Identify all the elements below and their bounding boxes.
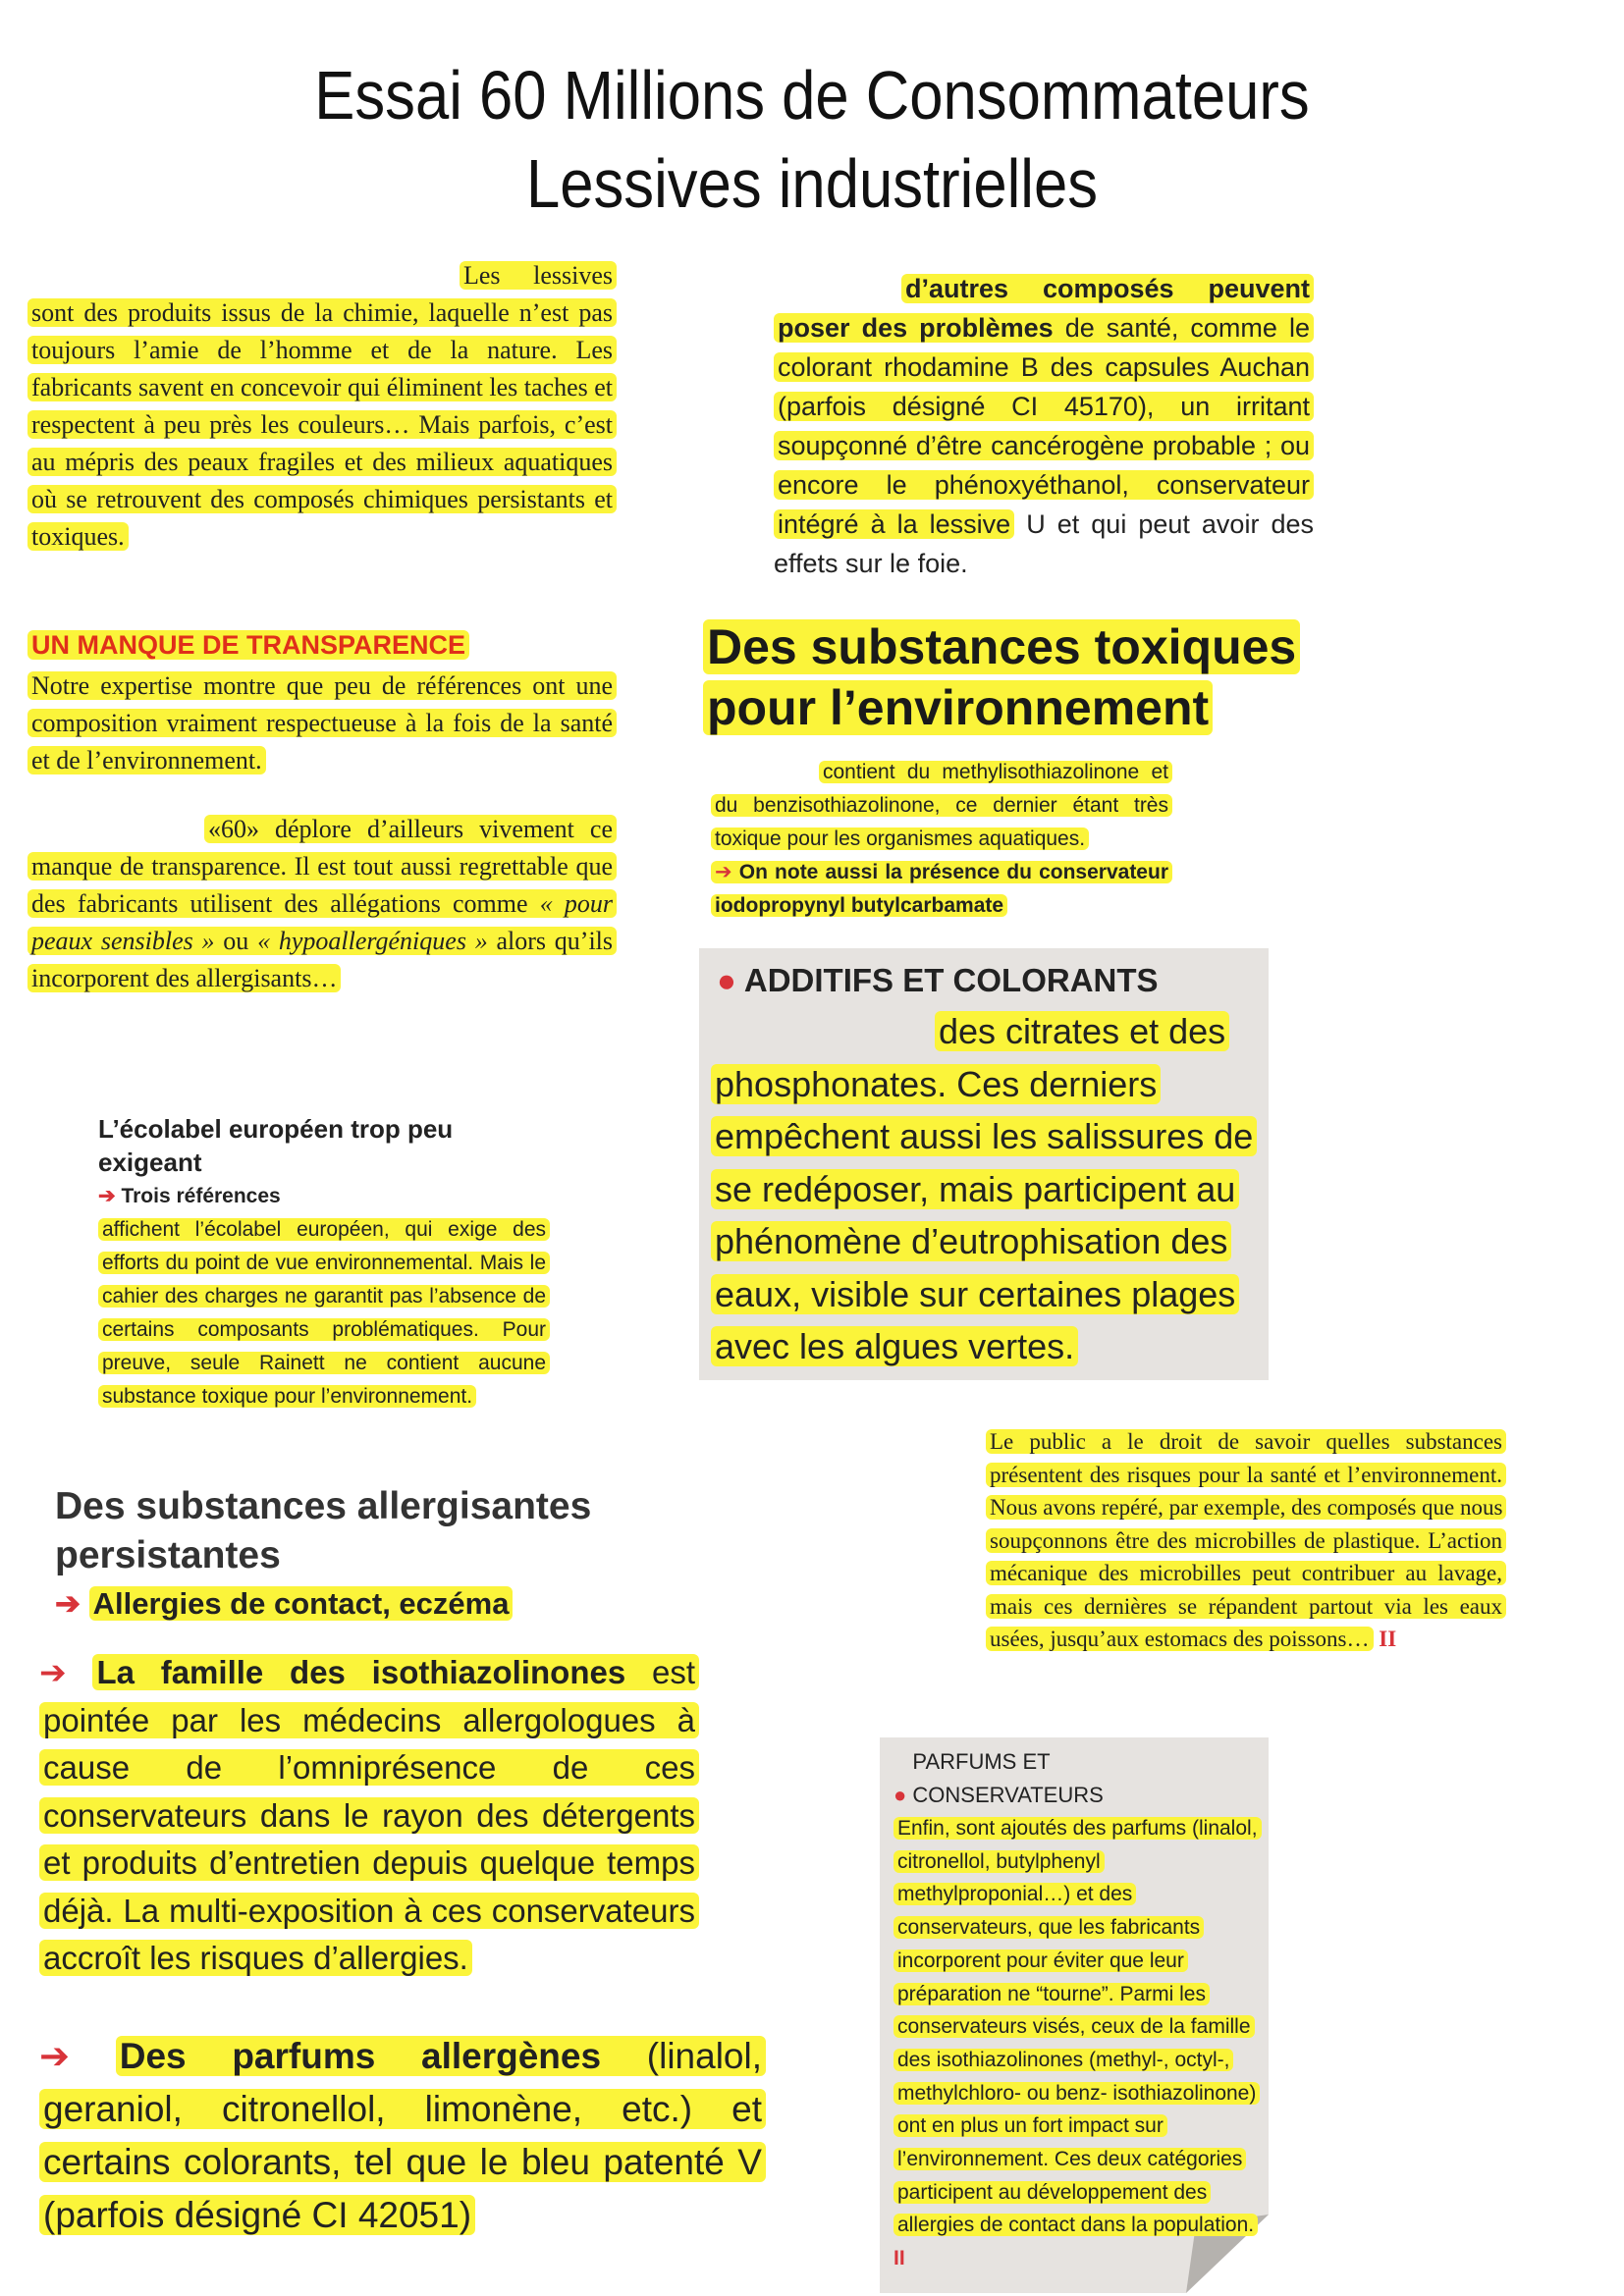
deplore-paragraph <box>27 811 617 997</box>
section-heading-transparence: UN MANQUE DE TRANSPARENCE <box>27 630 469 661</box>
toxic-title: Des substances toxiques pour l’environnement <box>703 616 1390 738</box>
ecolabel-subtitle: ➔ Trois références <box>98 1185 281 1207</box>
iso-body: est pointée par les médecins allergologues à cause de l’omniprésence de ces conservateurs dans le rayon des détergents et produits d’entretien depuis quelque temps déjà. La multi-exposition à ces conservateurs accroît les risques d’allergies. <box>43 1654 695 1976</box>
deplore-start: «60» déplore d’ailleurs vivement ce manque de transparence. Il est tout aussi regrettable que des fabricants utilisent des allégations comme <box>31 815 613 918</box>
bullet-icon: ● <box>717 962 736 998</box>
allergisantes-title: Des substances allergisantes persistantes <box>55 1485 592 1576</box>
ecolabel-title: L’écolabel européen trop peu exigeant <box>98 1114 454 1177</box>
arrow-icon: ➔ <box>55 1586 81 1621</box>
arrow-icon: ➔ <box>39 2036 71 2076</box>
deplore-mid: ou <box>214 927 258 955</box>
deplore-end: alors qu’ils incorporent des allergisants… <box>31 927 614 992</box>
title-line-2: Lessives industrielles <box>525 145 1099 222</box>
iso-lead: La famille des isothiazolinones <box>96 1654 626 1690</box>
autres-body: de santé, comme le colorant rhodamine B des capsules Auchan (parfois désigné CI 45170), un irritant soupçonné d’être cancérogène probable ; ou encore le phénoxyéthanol, conservateur intégré à la lessive <box>778 313 1310 539</box>
isothiazolinones-paragraph <box>39 1649 699 1983</box>
toxic-body: contient du methylisothiazolinone et du benzisothiazolinone, ce dernier étant très toxique pour les organismes aquatiques. ➔ On note aussi la présence du conservateur iodopropynyl butylcarbamate <box>711 756 1172 923</box>
autres-tail: U et qui peut avoir des effets sur le foie. <box>774 509 1314 578</box>
public-paragraph: Le public a le droit de savoir quelles substances présentent des risques pour la santé et l’environnement. Nous avons repéré, par exemple, des composés que nous soupçonnons être des microbilles de plastique. L’action mécanique des microbilles peut contribuer au lavage, mais ces dernières se répandent partout via les eaux usées, jusqu’aux estomacs des poissons… II <box>986 1425 1506 1656</box>
parfums-paragraph <box>39 2030 766 2242</box>
additifs-title: ● ADDITIFS ET COLORANTS <box>717 962 1159 998</box>
expertise-text: Notre expertise montre que peu de références ont une composition vraiment respectueuse à la fois de la santé et de l’environnement. <box>27 671 617 774</box>
parfums-body: (linalol, geraniol, citronellol, limonène, etc.) et certains colorants, tel que le bleu patenté V (parfois désigné CI 42051) <box>43 2036 762 2235</box>
autres-lead: d’autres composés peuvent poser des problèmes <box>778 274 1310 343</box>
deplore-quote-1: « pour peaux sensibles » <box>31 889 613 955</box>
page-title <box>97 51 1527 228</box>
title-line-1: Essai 60 Millions de Consommateurs <box>314 57 1310 133</box>
bullet-icon: ● <box>893 1783 907 1807</box>
end-mark: II <box>893 2247 905 2270</box>
arrow-icon: ➔ <box>39 1654 67 1690</box>
end-mark: II <box>1379 1627 1397 1651</box>
autres-composes-paragraph <box>774 269 1314 583</box>
ecolabel-body: affichent l’écolabel européen, qui exige des efforts du point de vue environnemental. Mais le cahier des charges ne garantit pas l’absence de certains composants problématiques. Pour preuve, seule Rainett ne contient aucune substance toxique pour l’environnement. <box>98 1213 550 1414</box>
arrow-icon: ➔ <box>98 1185 116 1207</box>
additifs-body: des citrates et des phosphonates. Ces derniers empêchent aussi les salissures de se redéposer, mais participent au phénomène d’eutrophisation des eaux, visible sur certaines plages avec les algues vertes. <box>711 1005 1261 1373</box>
intro-paragraph <box>27 257 617 556</box>
allergisantes-subtitle: ➔ Allergies de contact, eczéma <box>55 1586 513 1622</box>
expertise-paragraph <box>27 667 617 779</box>
intro-text: Les lessives sont des produits issus de la chimie, laquelle n’est pas toujours l’amie de l’homme et de la nature. Les fabricants savent en concevoir qui éliminent les taches et respectent à peu près les couleurs… Mais parfois, c’est au mépris des peaux fragiles et des milieux aquatiques où se retrouvent des composés chimiques persistants et toxiques. <box>27 261 617 551</box>
arrow-icon: ➔ <box>715 861 732 883</box>
parfums-lead: Des parfums allergènes <box>119 2036 602 2076</box>
toxic-note: On note aussi la présence du conservateur iodopropynyl butylcarbamate <box>715 861 1168 917</box>
parfums-conservateurs-title: ● PARFUMS ET CONSERVATEURS <box>893 1749 1104 1807</box>
deplore-quote-2: « hypoallergéniques » <box>257 927 488 955</box>
parfums-conservateurs-body: Enfin, sont ajoutés des parfums (linalol, citronellol, butylphenyl methylproponial…) et des conservateurs, que les fabricants incorporent pour éviter que leur préparation ne “tourne”. Parmi les conservateurs visés, ceux de la famille des isothiazolinones (methyl-, octyl-, methylchloro- ou benz- isothiazolinone) ont en plus un fort impact sur l’environnement. Ces deux catégories participent au développement des allergies de contact dans la population. II <box>893 1812 1267 2275</box>
